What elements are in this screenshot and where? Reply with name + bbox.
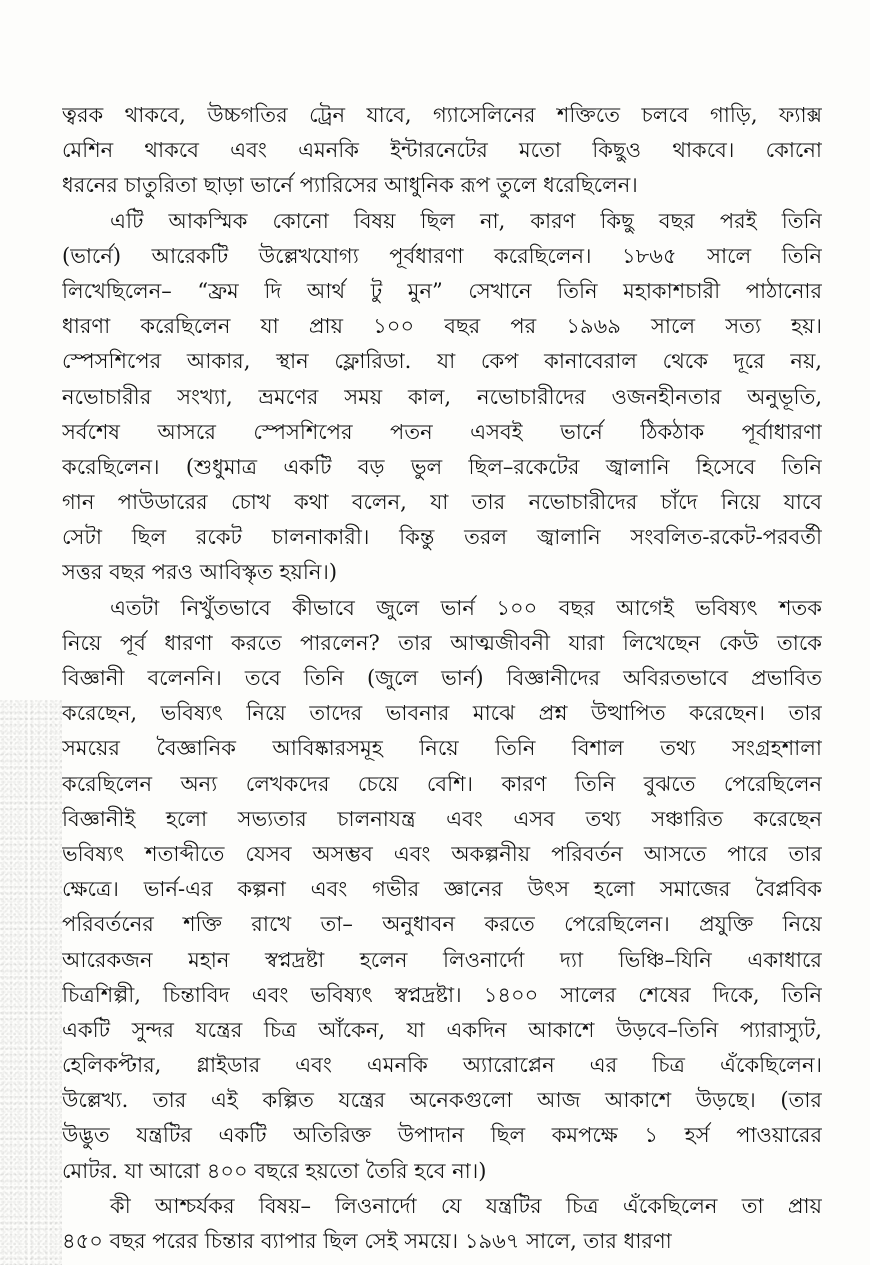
paragraph [62, 204, 822, 591]
text-line: লিখেছিলেন– “ফ্রম দি আর্থ টু মুন” সেখানে তিনি মহাকাশচারী পাঠানোর [62, 278, 822, 303]
text-line: পরিবর্তনের শক্তি রাখে তা– অনুধাবন করতে পেরেছিলেন। প্রযুক্তি নিয়ে [62, 912, 822, 937]
text-line: করেছিলেন অন্য লেখকদের চেয়ে বেশি। কারণ তিনি বুঝতে পেরেছিলেন [62, 771, 822, 796]
text-line: (ভার্নে) আরেকটি উল্লেখযোগ্য পূর্বধারণা করেছিলেন। ১৮৬৫ সালে তিনি [62, 243, 822, 268]
text-line: বিজ্ঞানী বলেননি। তবে তিনি (জুলে ভার্ন) বিজ্ঞানীদের অবিরতভাবে প্রভাবিত [62, 666, 822, 690]
text-line: ধরনের চাতুরিতা ছাড়া ভার্নে প্যারিসের আধুনিক রূপ তুলে ধরেছিলেন। [62, 173, 638, 198]
text-line: হেলিকপ্টার, গ্লাইডার এবং এমনকি অ্যারোপ্লেন এর চিত্র এঁকেছিলেন। [62, 1053, 822, 1078]
text-line: নভোচারীর সংখ্যা, ভ্রমণের সময় কাল, নভোচারীদের ওজনহীনতার অনুভূতি, [62, 384, 822, 409]
paragraph [62, 1189, 822, 1259]
text-line: সত্তর বছর পরও আবিস্কৃত হয়নি।) [62, 560, 338, 585]
text-line: এতটা নিখুঁতভাবে কীভাবে জুলে ভার্ন ১০০ বছর আগেই ভবিষ্যৎ শতক [110, 595, 822, 620]
text-line: উল্লেখ্য. তার এই কল্পিত যন্ত্রের অনেকগুলো আজ আকাশে উড়ছে। (তার [62, 1088, 822, 1113]
paragraph [62, 591, 822, 1189]
text-line: গান পাউডারের চোখ কথা বলেন, যা তার নভোচারীদের চাঁদে নিয়ে যাবে [62, 490, 822, 515]
text-line: এটি আকস্মিক কোনো বিষয় ছিল না, কারণ কিছু বছর পরই তিনি [110, 208, 822, 233]
text-line: মোটর. যা আরো ৪০০ বছরে হয়তো তৈরি হবে না।) [62, 1158, 487, 1183]
text-line: ধারণা করেছিলেন যা প্রায় ১০০ বছর পর ১৯৬৯ সালে সত্য হয়। [62, 314, 822, 339]
text-line: ৪৫০ বছর পরের চিন্তার ব্যাপার ছিল সেই সময়ে। ১৯৬৭ সালে, তার ধারণা [62, 1229, 672, 1253]
text-line: কী আশ্চর্যকর বিষয়– লিওনার্দো যে যন্ত্রটির চিত্র এঁকেছিলেন তা প্রায় [110, 1193, 822, 1218]
text-line: করেছেন, ভবিষ্যৎ নিয়ে তাদের ভাবনার মাঝে প্রশ্ন উত্থাপিত করেছেন। তার [62, 701, 822, 726]
text-line: বিজ্ঞানীই হলো সভ্যতার চালনাযন্ত্র এবং এসব তথ্য সঞ্চারিত করেছেন [62, 806, 822, 831]
text-line: একটি সুন্দর যন্ত্রের চিত্র আঁকেন, যা একদিন আকাশে উড়বে–তিনি প্যারাস্যুট, [62, 1017, 822, 1042]
scan-edge-shadow [0, 700, 62, 1265]
text-line: ক্ষেত্রে। ভার্ন-এর কল্পনা এবং গভীর জ্ঞানের উৎস হলো সমাজের বৈপ্লবিক [62, 877, 822, 902]
paragraph [62, 98, 822, 204]
text-line: উদ্ভুত যন্ত্রটির একটি অতিরিক্ত উপাদান ছিল কমপক্ষে ১ হর্স পাওয়ারের [62, 1123, 822, 1148]
text-line: করেছিলেন। (শুধুমাত্র একটি বড় ভুল ছিল–রকেটের জ্বালানি হিসেবে তিনি [62, 454, 822, 479]
text-line: নিয়ে পূর্ব ধারণা করতে পারলেন? তার আত্মজীবনী যারা লিখেছেন কেউ তাকে [62, 630, 822, 655]
text-line: ত্বরক থাকবে, উচ্চগতির ট্রেন যাবে, গ্যাসেলিনের শক্তিতে চলবে গাড়ি, ফ্যাক্স [62, 103, 822, 127]
text-line: আরেকজন মহান স্বপ্নদ্রষ্টা হলেন লিওনার্দো দ্যা ভিঞ্চি–যিনি একাধারে [62, 947, 822, 972]
body-text [62, 98, 822, 1259]
text-line: সেটা ছিল রকেট চালনাকারী। কিন্তু তরল জ্বালানি সংবলিত-রকেট-পরবর্তী [62, 525, 822, 550]
text-line: মেশিন থাকবে এবং এমনকি ইন্টারনেটের মতো কিছুও থাকবে। কোনো [62, 138, 822, 163]
text-line: ভবিষ্যৎ শতাব্দীতে যেসব অসম্ভব এবং অকল্পনীয় পরিবর্তন আসতে পারে তার [62, 841, 822, 866]
text-line: চিত্রশিল্পী, চিন্তাবিদ এবং ভবিষ্যৎ স্বপ্নদ্রষ্টা। ১৪০০ সালের শেষের দিকে, তিনি [62, 982, 822, 1007]
text-line: স্পেসশিপের আকার, স্থান ফ্লোরিডা. যা কেপ কানাবেরাল থেকে দূরে নয়, [62, 349, 822, 374]
text-line: সময়ের বৈজ্ঞানিক আবিষ্কারসমূহ নিয়ে তিনি বিশাল তথ্য সংগ্রহশালা [62, 736, 822, 761]
text-line: সর্বশেষ আসরে স্পেসশিপের পতন এসবই ভার্নে ঠিকঠাক পূর্বাধারণা [62, 419, 822, 444]
